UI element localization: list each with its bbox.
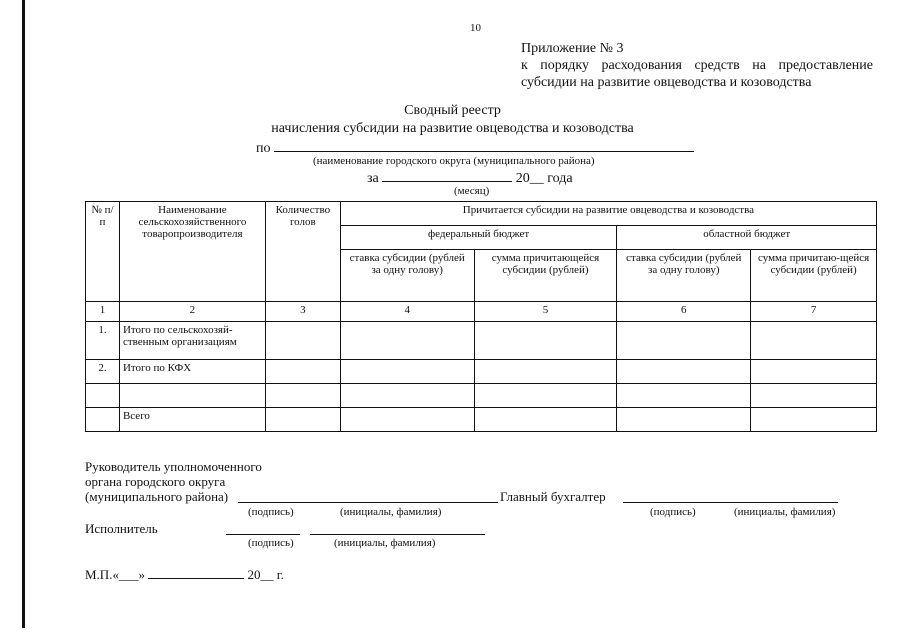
column-number: 2: [119, 302, 265, 322]
executor-signature-line: [226, 534, 300, 535]
row-number: 2.: [86, 360, 120, 384]
column-number: 1: [86, 302, 120, 322]
header-federal-budget: федеральный бюджет: [340, 226, 617, 250]
row-number: [86, 384, 120, 408]
head-line-3: (муниципального района): [85, 489, 229, 504]
column-number: 5: [474, 302, 617, 322]
head-signature-line: [238, 502, 498, 503]
accountant-initials-caption: (инициалы, фамилия): [734, 506, 836, 518]
date-blank: [148, 567, 244, 579]
header-regional-sum: сумма причитаю-щейся субсидии (рублей): [751, 250, 877, 302]
header-regional-budget: областной бюджет: [617, 226, 877, 250]
register-title: Сводный реестр: [404, 103, 501, 118]
row-number: 1.: [86, 322, 120, 360]
po-label: по: [256, 141, 271, 156]
appendix-title: Приложение № 3: [521, 41, 624, 56]
table-row: [86, 322, 877, 360]
chief-accountant-label: Главный бухгалтер: [500, 489, 606, 504]
executor-label: Исполнитель: [85, 521, 158, 536]
head-signature-caption: (подпись): [248, 506, 294, 518]
header-regional-rate: ставка субсидии (рублей за одну голову): [617, 250, 751, 302]
appendix-line-2: к порядку расходования средств на предоставление: [521, 58, 873, 73]
month-blank: [382, 169, 512, 182]
page-margin-line: [22, 0, 25, 628]
row-name: Всего: [119, 408, 265, 432]
head-line-2: органа городского округа: [85, 474, 226, 489]
district-caption: (наименование городского округа (муниципального района): [313, 155, 595, 167]
stamp-date-line: [85, 567, 284, 583]
row-number: [86, 408, 120, 432]
appendix-block: [521, 40, 873, 91]
row-name: Итого по сельскохозяй-ственным организациям: [119, 322, 265, 360]
column-number-row: [86, 302, 877, 322]
accountant-signature-caption: (подпись): [650, 506, 696, 518]
page-number: 10: [470, 22, 481, 34]
column-number: 6: [617, 302, 751, 322]
table-row: [86, 360, 877, 384]
header-producer-name: Наименование сельскохозяйственного товаропроизводителя: [119, 202, 265, 302]
district-name-blank: [274, 139, 694, 152]
column-number: 3: [265, 302, 340, 322]
table-row-total: [86, 408, 877, 432]
header-number: № п/п: [86, 202, 120, 302]
za-label: за: [367, 171, 379, 186]
head-line-1: Руководитель уполномоченного: [85, 459, 262, 474]
column-number: 7: [751, 302, 877, 322]
month-caption: (месяц): [454, 185, 490, 197]
row-name: Итого по КФХ: [119, 360, 265, 384]
row-name: [119, 384, 265, 408]
executor-initials-caption: (инициалы, фамилия): [334, 537, 436, 549]
executor-initials-line: [310, 534, 485, 535]
header-federal-sum: сумма причитающейся субсидии (рублей): [474, 250, 617, 302]
head-initials-caption: (инициалы, фамилия): [340, 506, 442, 518]
header-head-count: Количество голов: [265, 202, 340, 302]
column-number: 4: [340, 302, 474, 322]
register-subtitle: начисления субсидии на развитие овцеводства и козоводства: [271, 121, 634, 136]
header-subsidy-due: Причитается субсидии на развитие овцеводства и козоводства: [340, 202, 876, 226]
register-table: [85, 201, 877, 432]
executor-signature-caption: (подпись): [248, 537, 294, 549]
table-row: [86, 384, 877, 408]
header-federal-rate: ставка субсидии (рублей за одну голову): [340, 250, 474, 302]
stamp-year: 20__ г.: [247, 567, 284, 582]
accountant-signature-line: [623, 502, 838, 503]
appendix-line-3: субсидии на развитие овцеводства и козоводства: [521, 75, 812, 90]
year-text: 20__ года: [515, 171, 573, 186]
stamp-label: М.П.«___»: [85, 567, 145, 582]
